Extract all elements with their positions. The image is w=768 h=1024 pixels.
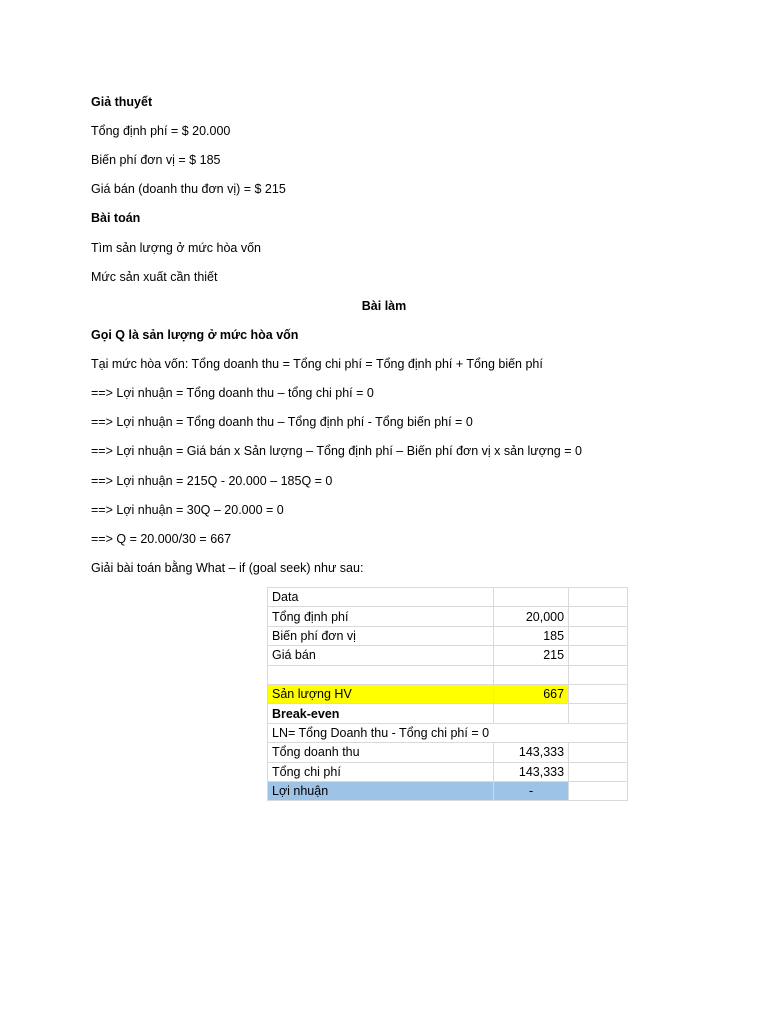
assumptions-heading: Giả thuyết <box>91 95 153 109</box>
empty-cell[interactable] <box>569 588 628 607</box>
solution-line: ==> Lợi nhuận = Tổng doanh thu – tổng chi phí = 0 <box>91 386 374 400</box>
total-cost-value-cell[interactable]: 143,333 <box>494 762 569 781</box>
table-row <box>268 743 628 762</box>
data-header-cell[interactable]: Data <box>268 588 494 607</box>
total-revenue-label-cell[interactable]: Tổng doanh thu <box>268 743 494 762</box>
empty-cell[interactable] <box>494 723 569 742</box>
problem-item-1: Tìm sản lượng ở mức hòa vốn <box>91 241 261 255</box>
problem-heading: Bài toán <box>91 211 141 225</box>
solution-line: Tại mức hòa vốn: Tổng doanh thu = Tổng chi phí = Tổng định phí + Tổng biến phí <box>91 357 543 371</box>
unit-variable-cost-value-cell[interactable]: 185 <box>494 626 569 645</box>
empty-cell[interactable] <box>569 684 628 703</box>
table-row <box>268 626 628 645</box>
empty-cell[interactable] <box>569 781 628 800</box>
empty-cell[interactable] <box>569 607 628 626</box>
solution-line: ==> Lợi nhuận = 215Q - 20.000 – 185Q = 0 <box>91 474 333 488</box>
fixed-cost-value-cell[interactable]: 20,000 <box>494 607 569 626</box>
solution-line: ==> Q = 20.000/30 = 667 <box>91 532 232 546</box>
total-cost-label-cell[interactable]: Tổng chi phí <box>268 762 494 781</box>
profit-value-cell[interactable]: - <box>494 781 569 800</box>
goal-seek-intro: Giải bài toán bằng What – if (goal seek) như sau: <box>91 561 364 575</box>
empty-cell[interactable] <box>569 723 628 742</box>
empty-cell[interactable] <box>569 704 628 723</box>
table-row <box>268 781 628 800</box>
empty-cell[interactable] <box>494 665 569 684</box>
unit-variable-cost-label-cell[interactable]: Biến phí đơn vị <box>268 626 494 645</box>
table-row <box>268 588 628 607</box>
empty-cell[interactable] <box>494 588 569 607</box>
profit-label-cell[interactable]: Lợi nhuận <box>268 781 494 800</box>
price-value-cell[interactable]: 215 <box>494 646 569 665</box>
define-q-line: Gọi Q là sản lượng ở mức hòa vốn <box>91 328 299 342</box>
selling-price-line: Giá bán (doanh thu đơn vị) = $ 215 <box>91 182 286 196</box>
problem-item-2: Mức sản xuất cần thiết <box>91 270 218 284</box>
fixed-cost-label-cell[interactable]: Tổng định phí <box>268 607 494 626</box>
breakeven-header-cell[interactable]: Break-even <box>268 704 494 723</box>
solution-heading: Bài làm <box>361 299 407 313</box>
unit-variable-cost-line: Biến phí đơn vị = $ 185 <box>91 153 221 167</box>
fixed-cost-line: Tổng định phí = $ 20.000 <box>91 124 231 138</box>
table-row <box>268 646 628 665</box>
table-row <box>268 704 628 723</box>
solution-line: ==> Lợi nhuận = Tổng doanh thu – Tổng định phí - Tổng biến phí = 0 <box>91 415 473 429</box>
empty-cell[interactable] <box>494 704 569 723</box>
table-row <box>268 684 628 703</box>
empty-cell[interactable] <box>569 646 628 665</box>
total-revenue-value-cell[interactable]: 143,333 <box>494 743 569 762</box>
empty-cell[interactable] <box>268 665 494 684</box>
empty-cell[interactable] <box>569 626 628 645</box>
profit-formula-cell[interactable]: LN= Tổng Doanh thu - Tổng chi phí = 0 <box>268 723 494 742</box>
table-row <box>268 607 628 626</box>
table-row <box>268 665 628 684</box>
table-row <box>268 723 628 742</box>
solution-line: ==> Lợi nhuận = Giá bán x Sản lượng – Tổng định phí – Biến phí đơn vị x sản lượng = 0 <box>91 444 582 458</box>
empty-cell[interactable] <box>569 743 628 762</box>
price-label-cell[interactable]: Giá bán <box>268 646 494 665</box>
breakeven-quantity-label-cell[interactable]: Sản lượng HV <box>268 684 494 703</box>
solution-line: ==> Lợi nhuận = 30Q – 20.000 = 0 <box>91 503 284 517</box>
breakeven-quantity-value-cell[interactable]: 667 <box>494 684 569 703</box>
empty-cell[interactable] <box>569 762 628 781</box>
spreadsheet-table <box>267 587 628 801</box>
empty-cell[interactable] <box>569 665 628 684</box>
table-row <box>268 762 628 781</box>
